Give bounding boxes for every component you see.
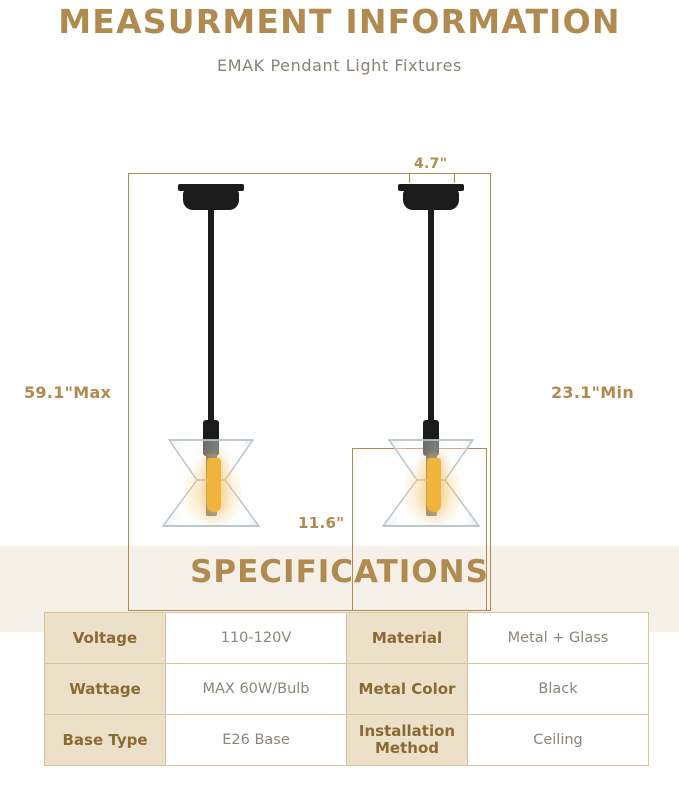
spec-key-installation-method: Installation Method [347,715,468,766]
specifications-table [44,612,649,766]
dimension-label-max-height: 59.1"Max [24,383,112,402]
spec-value-material: Metal + Glass [468,613,649,664]
page-title: MEASURMENT INFORMATION [58,2,621,41]
spec-key-wattage: Wattage [45,664,166,715]
spec-key-metal-color: Metal Color [347,664,468,715]
table-row [45,613,649,664]
canopy-width-guide-box [409,173,455,183]
spec-key-base-type: Base Type [45,715,166,766]
filament-bulb-icon-right [427,458,441,512]
table-row [45,715,649,766]
spec-key-voltage: Voltage [45,613,166,664]
canopy-icon [183,190,239,210]
dimension-label-canopy-width: 4.7" [414,156,448,172]
spec-value-voltage: 110-120V [166,613,347,664]
spec-key-material: Material [347,613,468,664]
table-row [45,664,649,715]
dimension-label-min-height: 23.1"Min [551,383,635,402]
page-subtitle: EMAK Pendant Light Fixtures [217,56,462,75]
canopy-icon-right [403,190,459,210]
spec-value-metal-color: Black [468,664,649,715]
spec-value-installation-method: Ceiling [468,715,649,766]
spec-value-base-type: E26 Base [166,715,347,766]
measurement-diagram [0,80,679,550]
filament-bulb-icon [207,458,221,512]
specifications-title: SPECIFICATIONS [190,554,489,590]
dimension-label-shade-height: 11.6" [298,514,345,532]
spec-value-wattage: MAX 60W/Bulb [166,664,347,715]
